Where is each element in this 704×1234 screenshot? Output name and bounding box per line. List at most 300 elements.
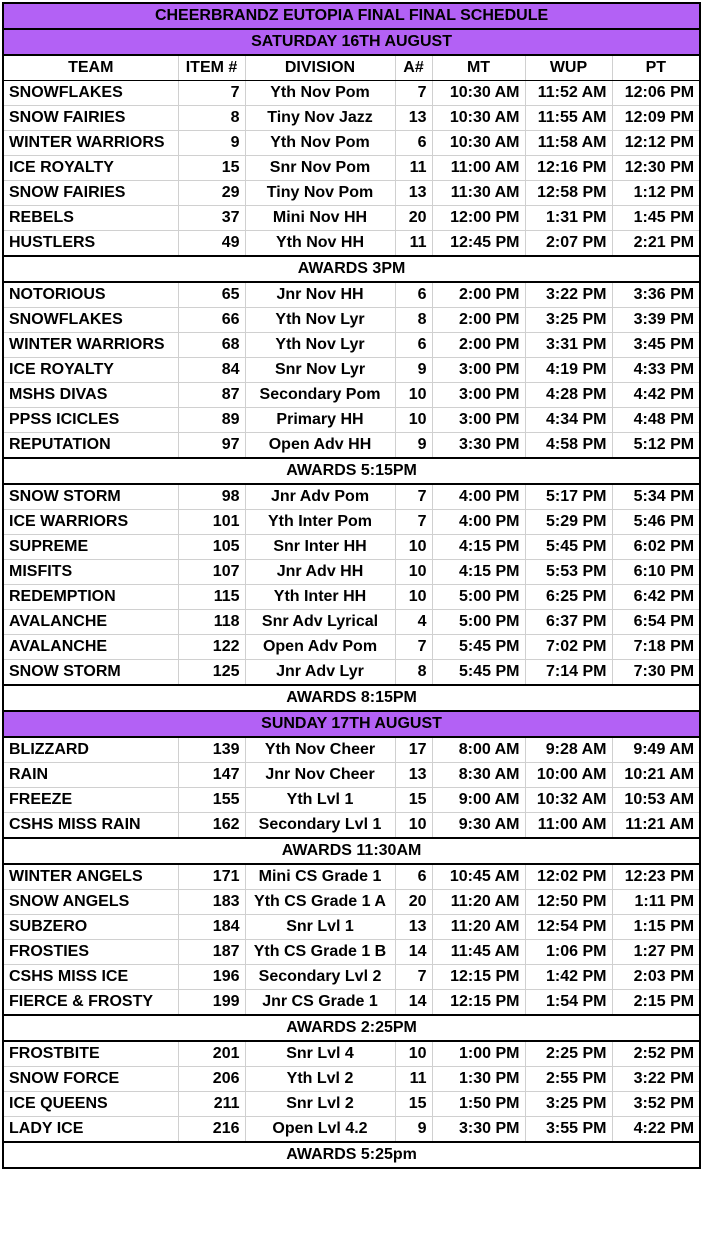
mt-cell: 3:30 PM [432,433,525,459]
column-header: WUP [525,55,612,81]
item-number-cell: 184 [178,915,245,940]
item-number-cell: 65 [178,282,245,308]
wup-cell: 11:52 AM [525,81,612,106]
division-cell: Jnr Adv Lyr [245,660,395,686]
pt-cell: 12:09 PM [612,106,700,131]
mt-cell: 3:00 PM [432,408,525,433]
team-cell: SUBZERO [3,915,178,940]
team-cell: SNOW STORM [3,660,178,686]
day-banner-row [3,711,700,737]
wup-cell: 12:58 PM [525,181,612,206]
team-cell: FROSTBITE [3,1041,178,1067]
mt-cell: 8:00 AM [432,737,525,763]
table-row [3,940,700,965]
division-cell: Yth Inter Pom [245,510,395,535]
division-cell: Yth Nov HH [245,231,395,257]
mt-cell: 8:30 AM [432,763,525,788]
a-number-cell: 20 [395,890,432,915]
division-cell: Snr Lvl 4 [245,1041,395,1067]
division-cell: Open Adv HH [245,433,395,459]
table-row [3,560,700,585]
awards-row [3,1015,700,1041]
division-cell: Jnr Adv HH [245,560,395,585]
pt-cell: 6:54 PM [612,610,700,635]
awards-label: AWARDS 3PM [3,256,700,282]
a-number-cell: 15 [395,788,432,813]
division-cell: Mini Nov HH [245,206,395,231]
team-cell: NOTORIOUS [3,282,178,308]
awards-row [3,838,700,864]
pt-cell: 1:45 PM [612,206,700,231]
pt-cell: 11:21 AM [612,813,700,839]
day-banner: SATURDAY 16TH AUGUST [3,29,700,55]
team-cell: FIERCE & FROSTY [3,990,178,1016]
wup-cell: 12:16 PM [525,156,612,181]
item-number-cell: 201 [178,1041,245,1067]
column-header-row [3,55,700,81]
pt-cell: 7:18 PM [612,635,700,660]
a-number-cell: 6 [395,333,432,358]
mt-cell: 10:30 AM [432,131,525,156]
table-row [3,510,700,535]
mt-cell: 5:45 PM [432,635,525,660]
a-number-cell: 9 [395,358,432,383]
mt-cell: 3:00 PM [432,383,525,408]
division-cell: Open Adv Pom [245,635,395,660]
pt-cell: 4:33 PM [612,358,700,383]
team-cell: ICE ROYALTY [3,358,178,383]
table-row [3,813,700,839]
division-cell: Open Lvl 4.2 [245,1117,395,1143]
a-number-cell: 11 [395,1067,432,1092]
wup-cell: 3:55 PM [525,1117,612,1143]
division-cell: Snr Inter HH [245,535,395,560]
a-number-cell: 10 [395,408,432,433]
team-cell: SNOW FORCE [3,1067,178,1092]
table-row [3,864,700,890]
wup-cell: 11:00 AM [525,813,612,839]
division-cell: Yth Nov Pom [245,81,395,106]
wup-cell: 5:53 PM [525,560,612,585]
wup-cell: 6:25 PM [525,585,612,610]
item-number-cell: 196 [178,965,245,990]
a-number-cell: 10 [395,383,432,408]
pt-cell: 1:12 PM [612,181,700,206]
item-number-cell: 97 [178,433,245,459]
a-number-cell: 13 [395,106,432,131]
a-number-cell: 13 [395,915,432,940]
mt-cell: 12:15 PM [432,965,525,990]
division-cell: Jnr Nov Cheer [245,763,395,788]
a-number-cell: 11 [395,156,432,181]
mt-cell: 4:00 PM [432,484,525,510]
item-number-cell: 15 [178,156,245,181]
wup-cell: 5:45 PM [525,535,612,560]
a-number-cell: 8 [395,660,432,686]
wup-cell: 12:54 PM [525,915,612,940]
division-cell: Yth Nov Lyr [245,333,395,358]
mt-cell: 2:00 PM [432,282,525,308]
pt-cell: 1:11 PM [612,890,700,915]
table-row [3,156,700,181]
team-cell: SNOW STORM [3,484,178,510]
table-row [3,1117,700,1143]
division-cell: Jnr Adv Pom [245,484,395,510]
pt-cell: 3:22 PM [612,1067,700,1092]
team-cell: SNOW FAIRIES [3,106,178,131]
pt-cell: 1:27 PM [612,940,700,965]
item-number-cell: 139 [178,737,245,763]
table-row [3,206,700,231]
pt-cell: 12:30 PM [612,156,700,181]
a-number-cell: 9 [395,433,432,459]
team-cell: LADY ICE [3,1117,178,1143]
mt-cell: 2:00 PM [432,333,525,358]
wup-cell: 2:25 PM [525,1041,612,1067]
mt-cell: 5:45 PM [432,660,525,686]
table-row [3,106,700,131]
day-banner-row [3,29,700,55]
division-cell: Yth Nov Cheer [245,737,395,763]
a-number-cell: 7 [395,81,432,106]
item-number-cell: 187 [178,940,245,965]
table-row [3,915,700,940]
team-cell: MISFITS [3,560,178,585]
pt-cell: 7:30 PM [612,660,700,686]
wup-cell: 12:50 PM [525,890,612,915]
awards-label: AWARDS 5:25pm [3,1142,700,1168]
division-cell: Yth Nov Lyr [245,308,395,333]
mt-cell: 9:30 AM [432,813,525,839]
table-row [3,131,700,156]
wup-cell: 1:31 PM [525,206,612,231]
pt-cell: 3:52 PM [612,1092,700,1117]
wup-cell: 4:28 PM [525,383,612,408]
mt-cell: 10:30 AM [432,81,525,106]
day-banner: SUNDAY 17TH AUGUST [3,711,700,737]
awards-row [3,1142,700,1168]
item-number-cell: 68 [178,333,245,358]
mt-cell: 5:00 PM [432,610,525,635]
schedule-title: CHEERBRANDZ EUTOPIA FINAL FINAL SCHEDULE [3,3,700,29]
wup-cell: 12:02 PM [525,864,612,890]
column-header: A# [395,55,432,81]
wup-cell: 3:25 PM [525,1092,612,1117]
division-cell: Secondary Pom [245,383,395,408]
team-cell: BLIZZARD [3,737,178,763]
a-number-cell: 4 [395,610,432,635]
mt-cell: 10:45 AM [432,864,525,890]
column-header: MT [432,55,525,81]
awards-row [3,685,700,711]
wup-cell: 5:29 PM [525,510,612,535]
table-row [3,383,700,408]
item-number-cell: 107 [178,560,245,585]
a-number-cell: 7 [395,510,432,535]
title-row [3,3,700,29]
wup-cell: 6:37 PM [525,610,612,635]
item-number-cell: 9 [178,131,245,156]
pt-cell: 4:48 PM [612,408,700,433]
pt-cell: 10:21 AM [612,763,700,788]
division-cell: Yth Nov Pom [245,131,395,156]
a-number-cell: 6 [395,864,432,890]
item-number-cell: 211 [178,1092,245,1117]
mt-cell: 4:15 PM [432,535,525,560]
awards-label: AWARDS 11:30AM [3,838,700,864]
team-cell: REPUTATION [3,433,178,459]
item-number-cell: 29 [178,181,245,206]
wup-cell: 3:31 PM [525,333,612,358]
division-cell: Tiny Nov Pom [245,181,395,206]
wup-cell: 4:34 PM [525,408,612,433]
mt-cell: 12:00 PM [432,206,525,231]
awards-label: AWARDS 8:15PM [3,685,700,711]
item-number-cell: 216 [178,1117,245,1143]
division-cell: Jnr CS Grade 1 [245,990,395,1016]
a-number-cell: 7 [395,965,432,990]
item-number-cell: 118 [178,610,245,635]
table-row [3,231,700,257]
item-number-cell: 89 [178,408,245,433]
mt-cell: 11:20 AM [432,915,525,940]
pt-cell: 12:12 PM [612,131,700,156]
pt-cell: 6:10 PM [612,560,700,585]
item-number-cell: 125 [178,660,245,686]
a-number-cell: 17 [395,737,432,763]
item-number-cell: 147 [178,763,245,788]
a-number-cell: 13 [395,181,432,206]
division-cell: Yth CS Grade 1 B [245,940,395,965]
a-number-cell: 15 [395,1092,432,1117]
a-number-cell: 10 [395,1041,432,1067]
team-cell: SUPREME [3,535,178,560]
mt-cell: 2:00 PM [432,308,525,333]
team-cell: SNOW ANGELS [3,890,178,915]
table-row [3,535,700,560]
team-cell: PPSS ICICLES [3,408,178,433]
mt-cell: 1:50 PM [432,1092,525,1117]
item-number-cell: 183 [178,890,245,915]
item-number-cell: 171 [178,864,245,890]
division-cell: Primary HH [245,408,395,433]
team-cell: CSHS MISS RAIN [3,813,178,839]
a-number-cell: 10 [395,535,432,560]
team-cell: WINTER WARRIORS [3,333,178,358]
table-row [3,333,700,358]
mt-cell: 11:45 AM [432,940,525,965]
division-cell: Tiny Nov Jazz [245,106,395,131]
pt-cell: 6:42 PM [612,585,700,610]
item-number-cell: 155 [178,788,245,813]
table-row [3,408,700,433]
table-row [3,1041,700,1067]
division-cell: Snr Adv Lyrical [245,610,395,635]
a-number-cell: 10 [395,813,432,839]
wup-cell: 1:06 PM [525,940,612,965]
pt-cell: 12:23 PM [612,864,700,890]
schedule-table [2,2,701,1169]
pt-cell: 3:45 PM [612,333,700,358]
pt-cell: 12:06 PM [612,81,700,106]
team-cell: AVALANCHE [3,635,178,660]
wup-cell: 11:55 AM [525,106,612,131]
table-row [3,282,700,308]
team-cell: REBELS [3,206,178,231]
wup-cell: 10:32 AM [525,788,612,813]
item-number-cell: 105 [178,535,245,560]
pt-cell: 6:02 PM [612,535,700,560]
team-cell: AVALANCHE [3,610,178,635]
team-cell: ICE QUEENS [3,1092,178,1117]
item-number-cell: 122 [178,635,245,660]
mt-cell: 9:00 AM [432,788,525,813]
division-cell: Yth CS Grade 1 A [245,890,395,915]
mt-cell: 12:15 PM [432,990,525,1016]
column-header: TEAM [3,55,178,81]
table-row [3,181,700,206]
division-cell: Mini CS Grade 1 [245,864,395,890]
division-cell: Snr Lvl 2 [245,1092,395,1117]
team-cell: RAIN [3,763,178,788]
table-row [3,990,700,1016]
team-cell: SNOWFLAKES [3,308,178,333]
team-cell: HUSTLERS [3,231,178,257]
item-number-cell: 206 [178,1067,245,1092]
wup-cell: 3:25 PM [525,308,612,333]
table-row [3,433,700,459]
division-cell: Yth Inter HH [245,585,395,610]
table-row [3,484,700,510]
wup-cell: 1:54 PM [525,990,612,1016]
a-number-cell: 7 [395,484,432,510]
table-row [3,308,700,333]
a-number-cell: 6 [395,131,432,156]
schedule-body [3,3,700,1168]
item-number-cell: 115 [178,585,245,610]
table-row [3,737,700,763]
mt-cell: 10:30 AM [432,106,525,131]
team-cell: ICE ROYALTY [3,156,178,181]
team-cell: WINTER WARRIORS [3,131,178,156]
wup-cell: 10:00 AM [525,763,612,788]
pt-cell: 1:15 PM [612,915,700,940]
table-row [3,763,700,788]
mt-cell: 4:15 PM [432,560,525,585]
item-number-cell: 87 [178,383,245,408]
pt-cell: 3:36 PM [612,282,700,308]
item-number-cell: 8 [178,106,245,131]
wup-cell: 9:28 AM [525,737,612,763]
pt-cell: 4:42 PM [612,383,700,408]
division-cell: Yth Lvl 2 [245,1067,395,1092]
wup-cell: 11:58 AM [525,131,612,156]
team-cell: SNOW FAIRIES [3,181,178,206]
mt-cell: 4:00 PM [432,510,525,535]
division-cell: Snr Lvl 1 [245,915,395,940]
table-row [3,965,700,990]
pt-cell: 2:52 PM [612,1041,700,1067]
table-row [3,81,700,106]
awards-row [3,256,700,282]
mt-cell: 11:30 AM [432,181,525,206]
division-cell: Secondary Lvl 2 [245,965,395,990]
a-number-cell: 20 [395,206,432,231]
a-number-cell: 13 [395,763,432,788]
mt-cell: 3:30 PM [432,1117,525,1143]
team-cell: WINTER ANGELS [3,864,178,890]
item-number-cell: 7 [178,81,245,106]
item-number-cell: 66 [178,308,245,333]
item-number-cell: 162 [178,813,245,839]
division-cell: Snr Nov Pom [245,156,395,181]
a-number-cell: 8 [395,308,432,333]
mt-cell: 1:30 PM [432,1067,525,1092]
a-number-cell: 6 [395,282,432,308]
item-number-cell: 37 [178,206,245,231]
wup-cell: 7:14 PM [525,660,612,686]
pt-cell: 2:15 PM [612,990,700,1016]
team-cell: SNOWFLAKES [3,81,178,106]
table-row [3,660,700,686]
item-number-cell: 199 [178,990,245,1016]
a-number-cell: 10 [395,560,432,585]
pt-cell: 2:03 PM [612,965,700,990]
division-cell: Jnr Nov HH [245,282,395,308]
wup-cell: 2:55 PM [525,1067,612,1092]
wup-cell: 7:02 PM [525,635,612,660]
wup-cell: 4:58 PM [525,433,612,459]
table-row [3,585,700,610]
pt-cell: 9:49 AM [612,737,700,763]
team-cell: CSHS MISS ICE [3,965,178,990]
awards-label: AWARDS 5:15PM [3,458,700,484]
awards-row [3,458,700,484]
a-number-cell: 14 [395,990,432,1016]
a-number-cell: 7 [395,635,432,660]
mt-cell: 3:00 PM [432,358,525,383]
wup-cell: 1:42 PM [525,965,612,990]
pt-cell: 5:34 PM [612,484,700,510]
pt-cell: 2:21 PM [612,231,700,257]
mt-cell: 12:45 PM [432,231,525,257]
item-number-cell: 49 [178,231,245,257]
item-number-cell: 98 [178,484,245,510]
division-cell: Secondary Lvl 1 [245,813,395,839]
mt-cell: 11:00 AM [432,156,525,181]
mt-cell: 11:20 AM [432,890,525,915]
a-number-cell: 10 [395,585,432,610]
pt-cell: 3:39 PM [612,308,700,333]
a-number-cell: 9 [395,1117,432,1143]
table-row [3,890,700,915]
division-cell: Snr Nov Lyr [245,358,395,383]
table-row [3,635,700,660]
team-cell: FREEZE [3,788,178,813]
item-number-cell: 101 [178,510,245,535]
mt-cell: 1:00 PM [432,1041,525,1067]
pt-cell: 10:53 AM [612,788,700,813]
table-row [3,1067,700,1092]
team-cell: MSHS DIVAS [3,383,178,408]
column-header: DIVISION [245,55,395,81]
division-cell: Yth Lvl 1 [245,788,395,813]
table-row [3,788,700,813]
table-row [3,610,700,635]
wup-cell: 4:19 PM [525,358,612,383]
table-row [3,1092,700,1117]
team-cell: ICE WARRIORS [3,510,178,535]
